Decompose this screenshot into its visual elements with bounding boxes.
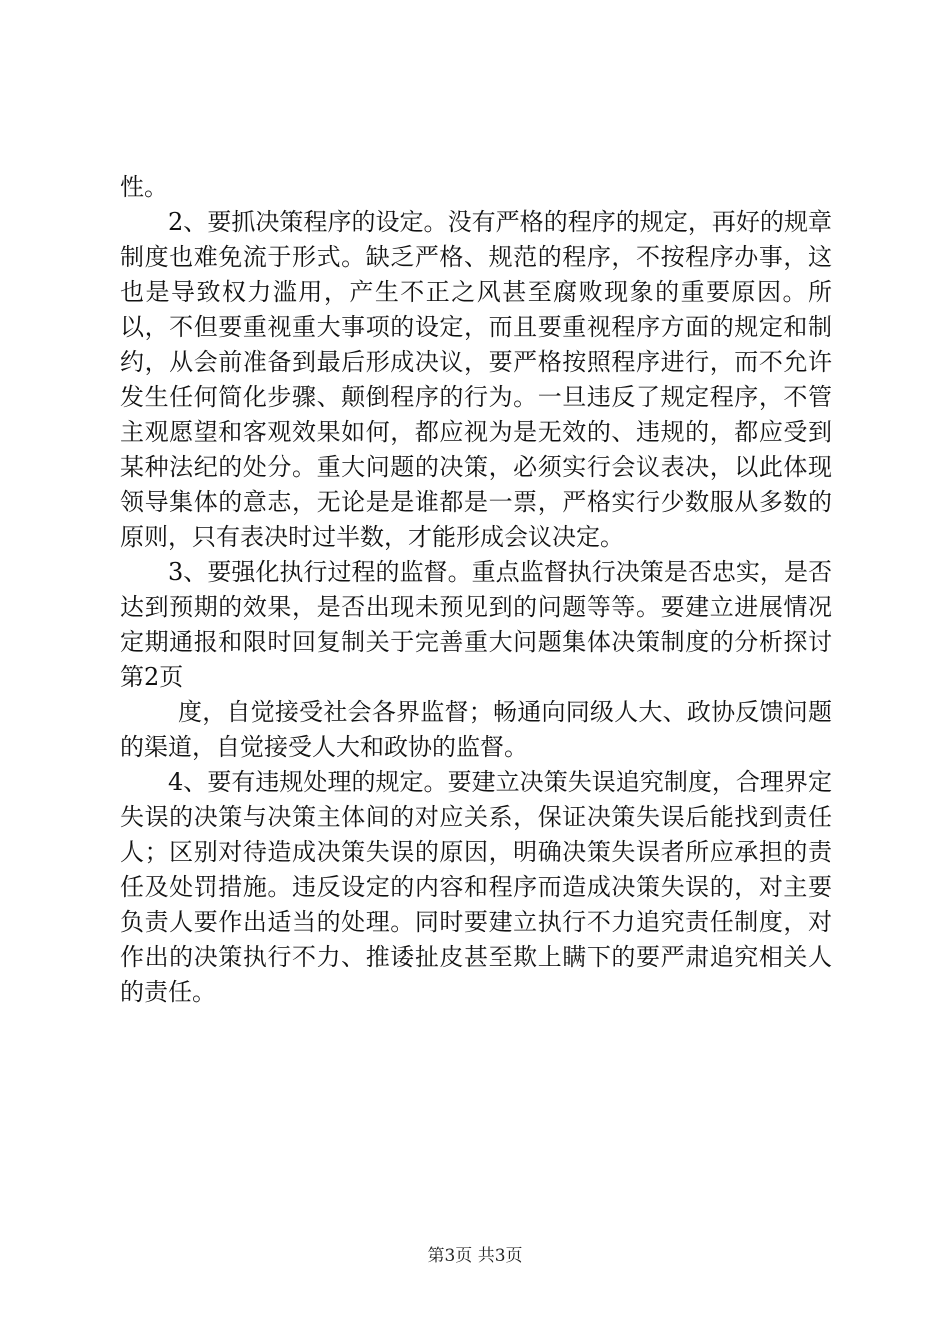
document-body [120,170,832,1010]
page-footer [0,1244,950,1268]
paragraph-execution-supervision: 3、要强化执行过程的监督。重点监督执行决策是否忠实，是否达到预期的效果，是否出现未预见到的问题等等。要建立进展情况定期通报和限时回复制关于完善重大问题集体决策制度的分析探讨第2页 [120,558,832,691]
paragraph-continuation: 性。 [120,173,168,201]
paragraph-external-supervision: 度，自觉接受社会各界监督；畅通向同级人大、政协反馈问题的渠道，自觉接受人大和政协的监督。 [120,698,832,761]
paragraph-decision-procedure: 2、要抓决策程序的设定。没有严格的程序的规定，再好的规章制度也难免流于形式。缺乏严格、规范的程序，不按程序办事，这也是导致权力滥用，产生不正之风甚至腐败现象的重要原因。所以，不但要重视重大事项的设定，而且要重视程序方面的规定和制约，从会前准备到最后形成决议，要严格按照程序进行，而不允许发生任何简化步骤、颠倒程序的行为。一旦违反了规定程序，不管主观愿望和客观效果如何，都应视为是无效的、违规的，都应受到某种法纪的处分。重大问题的决策，必须实行会议表决，以此体现领导集体的意志，无论是是谁都是一票，严格实行少数服从多数的原则，只有表决时过半数，才能形成会议决定。 [120,208,832,551]
paragraph-violation-handling: 4、要有违规处理的规定。要建立决策失误追究制度，合理界定失误的决策与决策主体间的对应关系，保证决策失误后能找到责任人；区别对待造成决策失误的原因，明确决策失误者所应承担的责任及处罚措施。违反设定的内容和程序而造成决策失误的，对主要负责人要作出适当的处理。同时要建立执行不力追究责任制度，对作出的决策执行不力、推诿扯皮甚至欺上瞒下的要严肃追究相关人的责任。 [120,768,832,1006]
page-number: 第3页 共3页 [427,1246,523,1266]
